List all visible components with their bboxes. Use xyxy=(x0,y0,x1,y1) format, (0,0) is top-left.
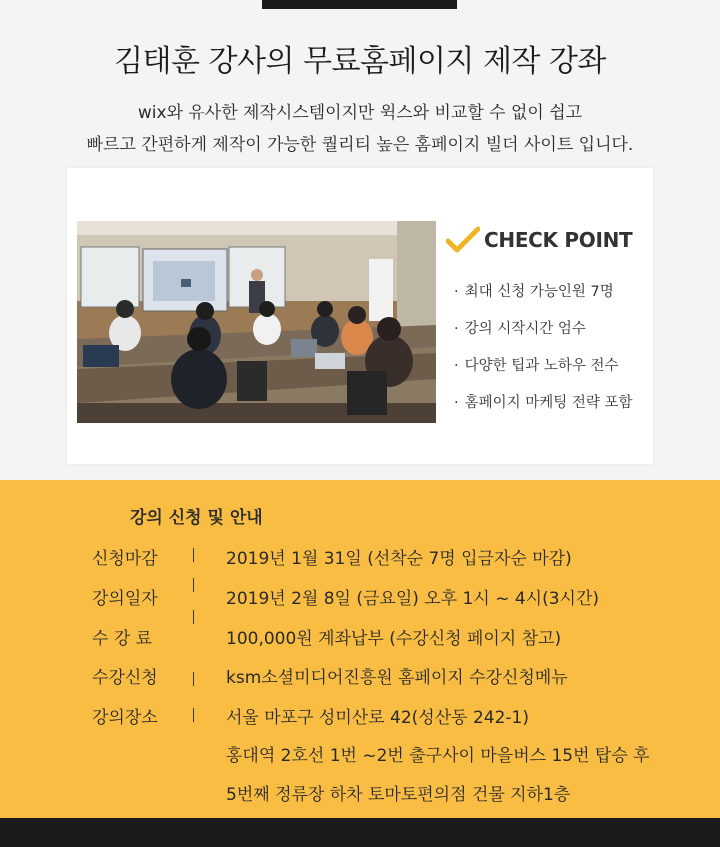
divider xyxy=(193,708,194,722)
checkpoint-item: 홈페이지 마케팅 전략 포함 xyxy=(464,395,633,411)
info-label-deadline: 신청마감 xyxy=(92,549,158,569)
info-value-location: 서울 마포구 성미산로 42(성산동 242-1) xyxy=(226,708,529,728)
info-value-application: ksm소셜미디어진흥원 홈페이지 수강신청메뉴 xyxy=(226,668,568,688)
info-section-title: 강의 신청 및 안내 xyxy=(130,508,263,528)
info-section xyxy=(0,480,720,818)
list-item xyxy=(454,356,633,393)
bullet-dot: · xyxy=(454,358,459,374)
divider xyxy=(193,672,194,686)
description-line-2: 빠르고 간편하게 제작이 가능한 퀄리티 높은 홈페이지 빌더 사이트 입니다. xyxy=(86,135,634,155)
info-value-fee: 100,000원 계좌납부 (수강신청 페이지 참고) xyxy=(226,629,562,649)
info-value-deadline: 2019년 1월 31일 (선착순 7명 입금자순 마감) xyxy=(226,549,572,569)
checkpoint-list xyxy=(454,282,633,430)
info-label-date: 강의일자 xyxy=(92,589,158,609)
checkpoint-item: 강의 시작시간 엄수 xyxy=(464,321,586,337)
info-location-detail-1: 홍대역 2호선 1번 ~2번 출구사이 마을버스 15번 탑승 후 xyxy=(226,746,650,766)
checkpoint-header xyxy=(446,224,666,258)
bullet-dot: · xyxy=(454,321,459,337)
bullet-dot: · xyxy=(454,284,459,300)
info-label-fee: 수 강 료 xyxy=(92,629,153,649)
list-item xyxy=(454,282,633,319)
divider xyxy=(193,610,194,624)
info-value-date: 2019년 2월 8일 (금요일) 오후 1시 ~ 4시(3시간) xyxy=(226,589,600,609)
description-line-1: wix와 유사한 제작시스템이지만 윅스와 비교할 수 없이 쉽고 xyxy=(137,103,583,123)
info-label-location: 강의장소 xyxy=(92,708,158,728)
checkpoint-item: 최대 신청 가능인원 7명 xyxy=(464,284,614,300)
top-bar xyxy=(262,0,457,9)
info-label-application: 수강신청 xyxy=(92,668,158,688)
checkmark-icon xyxy=(446,226,480,254)
info-location-detail-2: 5번째 정류장 하차 토마토편의점 건물 지하1층 xyxy=(226,785,571,805)
divider xyxy=(193,578,194,592)
checkpoint-title: CHECK POINT xyxy=(484,228,633,252)
list-item xyxy=(454,393,633,430)
divider xyxy=(193,548,194,562)
checkpoint-item: 다양한 팁과 노하우 전수 xyxy=(464,358,619,374)
list-item xyxy=(454,319,633,356)
bullet-dot: · xyxy=(454,395,459,411)
page-title: 김태훈 강사의 무료홈페이지 제작 강좌 xyxy=(114,44,606,79)
classroom-photo xyxy=(77,221,436,423)
bottom-bar xyxy=(0,818,720,847)
